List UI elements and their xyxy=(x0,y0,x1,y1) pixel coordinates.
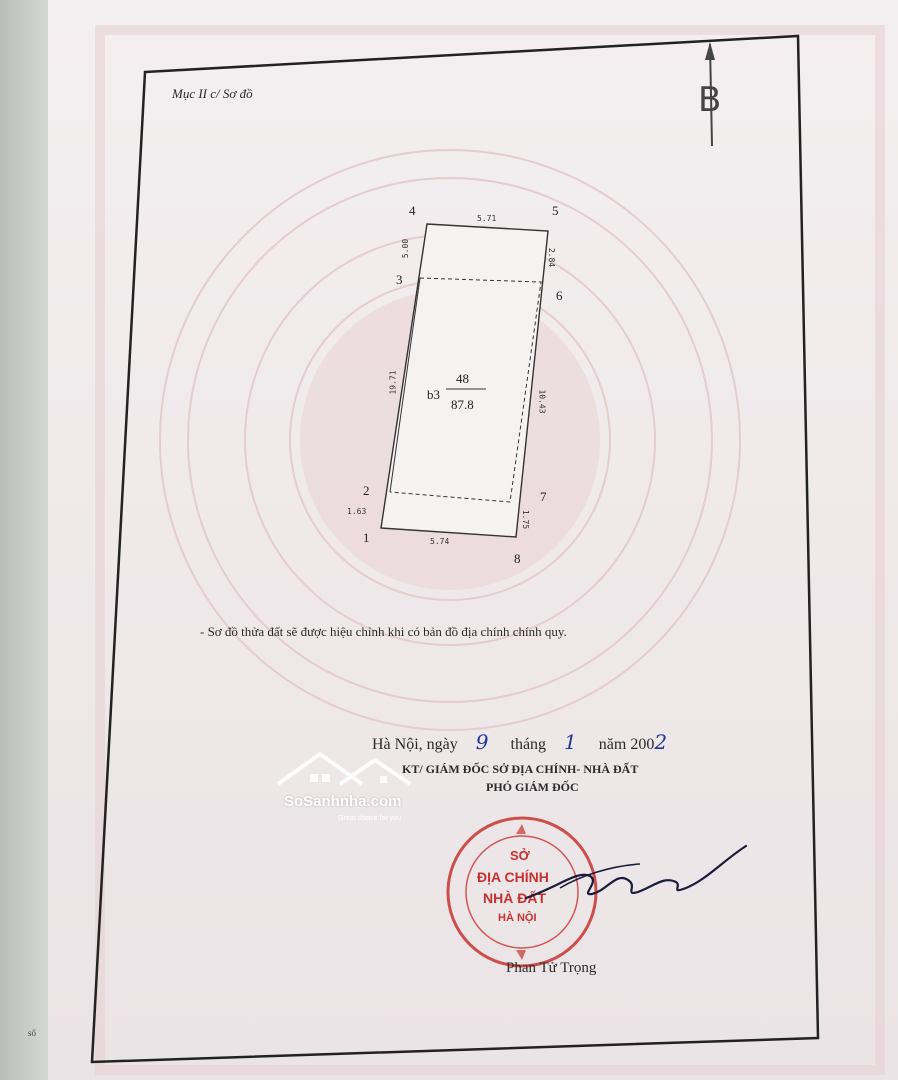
watermark-brand: SoSanhnha.com xyxy=(284,793,402,810)
date-prefix: Hà Nội, ngày xyxy=(372,736,458,753)
watermark-tagline: Great choice for you xyxy=(338,815,402,822)
stamp-line-4: HÀ NỘI xyxy=(498,912,537,924)
authority-subtitle: PHÓ GIÁM ĐỐC xyxy=(486,780,579,794)
date-month: 1 xyxy=(564,730,577,754)
sosanhnha-logo-icon xyxy=(270,748,420,798)
dimension-top: 5.71 xyxy=(477,214,497,223)
stamp-line-2: ĐỊA CHÍNH xyxy=(477,869,549,885)
point-label-1: 1 xyxy=(363,530,370,545)
signer-name: Phan Tử Trọng xyxy=(506,960,597,976)
point-label-4: 4 xyxy=(409,203,416,218)
dimension-right-long: 10.43 xyxy=(537,389,547,414)
parcel-id: b3 xyxy=(427,387,440,402)
dimension-right-bottom: 1.75 xyxy=(521,509,531,530)
north-direction-letter: B xyxy=(698,80,722,120)
parcel-number: 48 xyxy=(456,371,469,386)
point-label-2: 2 xyxy=(363,483,370,498)
signature-icon xyxy=(520,836,760,916)
point-label-6: 6 xyxy=(556,288,563,303)
point-label-5: 5 xyxy=(552,203,559,218)
dimension-bottom: 5.74 xyxy=(430,537,450,546)
date-day: 9 xyxy=(475,730,489,754)
corner-mark: ső xyxy=(28,1028,37,1038)
stamp-line-3: NHÀ ĐẤT xyxy=(483,890,546,906)
point-label-8: 8 xyxy=(514,551,521,566)
dimension-left-long: 19.71 xyxy=(388,370,398,395)
parcel-area: 87.8 xyxy=(451,397,474,412)
authority-title: KT/ GIÁM ĐỐC SỞ ĐỊA CHÍNH- NHÀ ĐẤT xyxy=(402,762,639,776)
date-month-label: tháng xyxy=(510,736,547,753)
stamp-line-1: SỞ xyxy=(510,848,530,863)
dimension-left-bottom: 1.63 xyxy=(347,507,367,516)
point-label-3: 3 xyxy=(396,272,403,287)
map-note: - Sơ đồ thửa đất sẽ được hiệu chỉnh khi có bản đồ địa chính chính quy. xyxy=(200,624,567,639)
date-year-label: năm 200 xyxy=(598,736,655,753)
date-year-suffix: 2 xyxy=(654,730,668,754)
point-label-7: 7 xyxy=(540,489,547,504)
dimension-right-top: 2.84 xyxy=(547,247,557,268)
dimension-left-top: 5.00 xyxy=(401,238,411,259)
section-label: Mục II c/ Sơ đồ xyxy=(172,86,253,101)
